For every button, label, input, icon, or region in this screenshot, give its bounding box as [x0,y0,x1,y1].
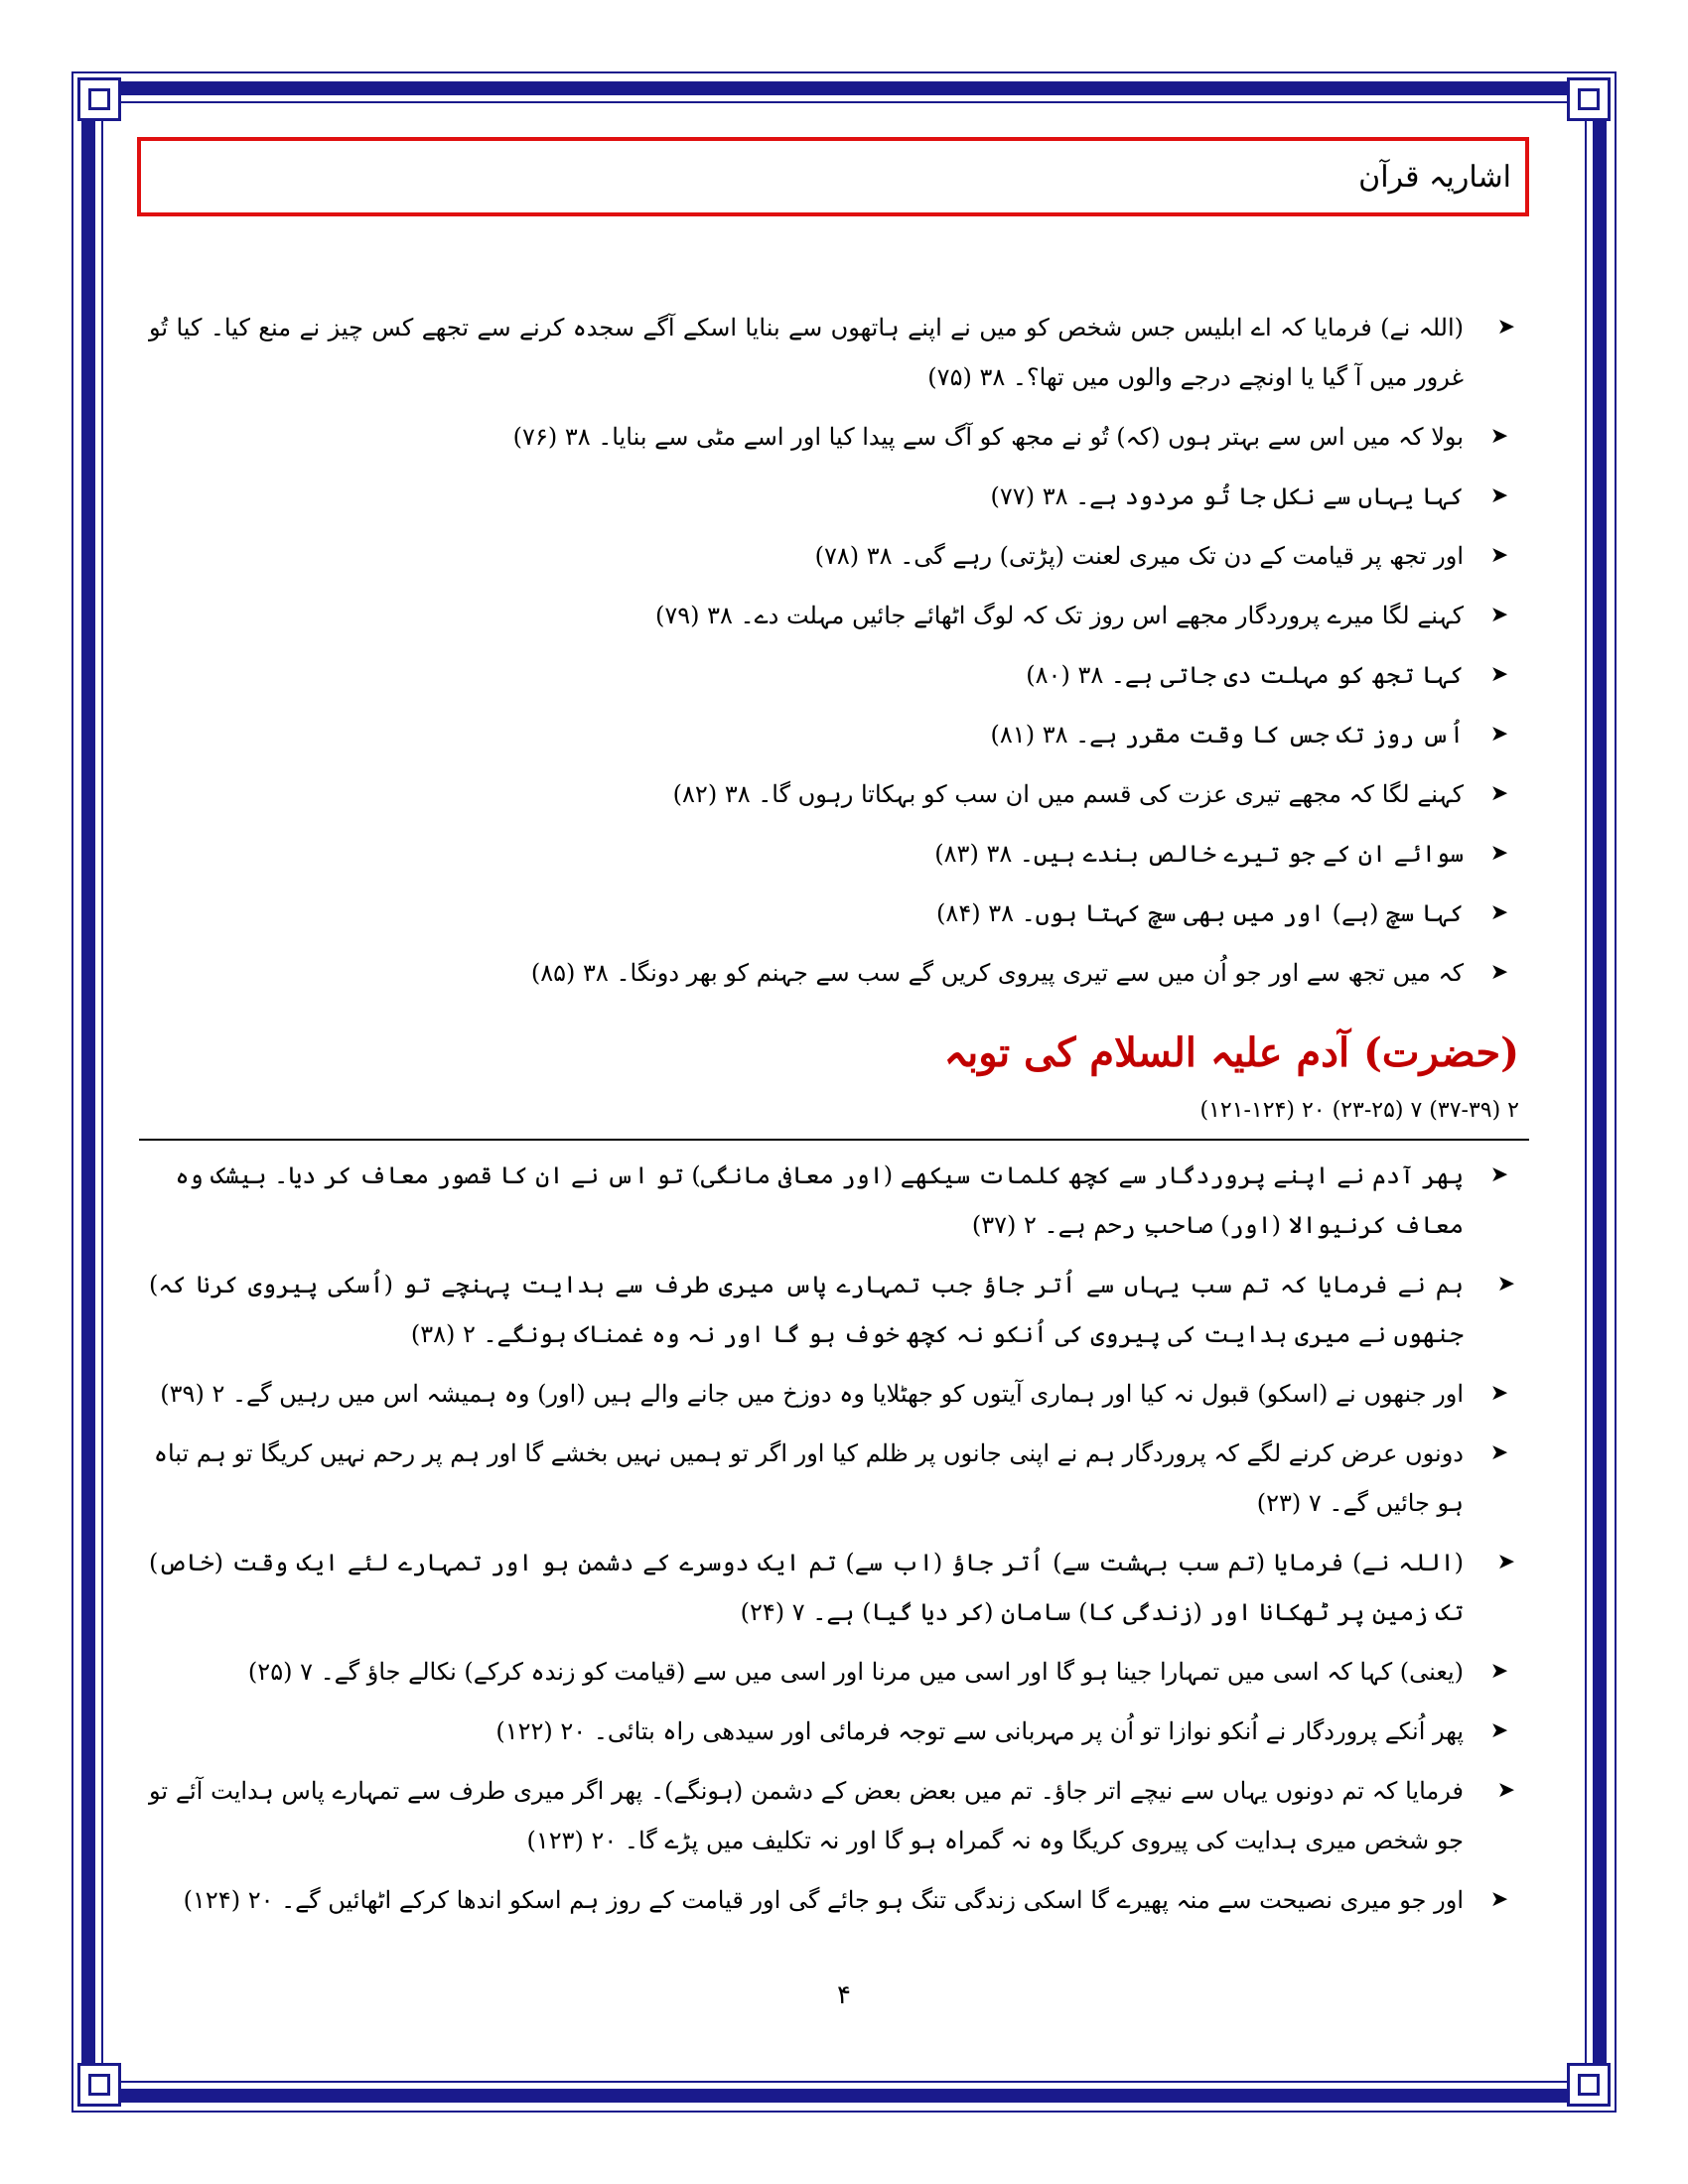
bullet-arrow-icon: ➤ [1489,1887,1509,1912]
bullet-arrow-icon: ➤ [1489,483,1509,508]
bullet-arrow-icon: ➤ [1489,900,1509,925]
bullet-arrow-icon: ➤ [1489,543,1509,568]
section-2-list [149,1151,1519,1925]
list-item [149,710,1519,759]
bullet-arrow-icon: ➤ [1489,960,1509,985]
list-item [149,1429,1519,1528]
bullet-arrow-icon: ➤ [1489,841,1509,866]
frame-corner-ornament [77,77,121,121]
main-content [149,303,1519,1935]
list-item [149,829,1519,879]
list-item [149,888,1519,938]
list-item-text: دونوں عرض کرنے لگے کہ پروردگار ہم نے اپنی جانوں پر ظلم کیا اور اگر تو ہمیں نہیں بخشے گا اور ہم پر رحم نہیں کریگا تو ہم تباہ ہو جائیں گے۔ ۷ (۲۳) [153,1439,1464,1517]
bullet-arrow-icon: ➤ [1496,315,1515,340]
list-item [149,1647,1519,1697]
section-1-list [149,303,1519,998]
list-item-text: ہم نے فرمایا کہ تم سب یہاں سے اُتر جاؤ جب تمہارے پاس میری طرف سے ہدایت پہنچے تو (اُسکی پیروی کرنا کہ) جنھوں نے میری ہدایت کی پیروی کی اُنکو نہ کچھ خوف ہو گا اور نہ وہ غمناک ہونگے۔ ۲ (۳۸) [149,1271,1464,1348]
list-item-text: فرمایا کہ تم دونوں یہاں سے نیچے اتر جاؤ۔ تم میں بعض بعض کے دشمن (ہونگے)۔ پھر اگر میری طرف سے تمہارے پاس ہدایت آئے تو جو شخص میری ہدایت کی پیروی کریگا وہ نہ گمراہ ہو گا اور نہ تکلیف میں پڑے گا۔ ۲۰ (۱۲۳) [149,1777,1464,1854]
list-item [149,1151,1519,1250]
header-title-box [137,137,1529,216]
page-title: اشاریہ قرآن [1358,159,1511,195]
bullet-arrow-icon: ➤ [1489,781,1509,806]
list-item [149,412,1519,462]
bullet-arrow-icon: ➤ [1489,1659,1509,1684]
bullet-arrow-icon: ➤ [1496,1778,1515,1803]
list-item-text: پھر اُنکے پروردگار نے اُنکو نوازا تو اُن پر مہربانی سے توجہ فرمائی اور سیدھی راہ بتائی۔ ۲۰ (۱۲۲) [495,1717,1464,1745]
list-item [149,1538,1519,1637]
list-item [149,1706,1519,1756]
list-item-text: کہنے لگا کہ مجھے تیری عزت کی قسم میں ان سب کو بہکاتا رہوں گا۔ ۳۸ (۸۲) [672,780,1464,808]
list-item [149,1875,1519,1925]
list-item-text: اور جو میری نصیحت سے منہ پھیرے گا اسکی زندگی تنگ ہو جائے گی اور قیامت کے روز ہم اسکو اندھا کرکے اٹھائیں گے۔ ۲۰ (۱۲۴) [183,1886,1464,1914]
list-item-text: پھر آدم نے اپنے پروردگار سے کچھ کلمات سیکھے (اور معافی مانگی) تو اس نے ان کا قصور معاف کر دیا۔ بیشک وہ معاف کرنیوالا (اور) صاحبِ رحم ہے۔ ۲ (۳۷) [175,1161,1464,1239]
page-number: ۴ [837,1980,851,2010]
list-item-text: (اللہ نے) فرمایا کہ اے ابلیس جس شخص کو میں نے اپنے ہاتھوں سے بنایا اسکے آگے سجدہ کرنے سے تجھے کس چیز نے منع کیا۔ کیا تُو غرور میں آ گیا یا اونچے درجے والوں میں تھا؟۔ ۳۸ (۷۵) [149,314,1464,391]
list-item-text: بولا کہ میں اس سے بہتر ہوں (کہ) تُو نے مجھ کو آگ سے پیدا کیا اور اسے مٹی سے بنایا۔ ۳۸ (۷۶) [512,423,1464,451]
list-item [149,303,1519,402]
bullet-arrow-icon: ➤ [1489,1162,1509,1187]
bullet-arrow-icon: ➤ [1489,603,1509,627]
section-references: ۲ (۳۷-۳۹) ۷ (۲۳-۲۵) ۲۰ (۱۲۱-۱۲۴) [1199,1098,1519,1123]
list-item-text: کہ میں تجھ سے اور جو اُن میں سے تیری پیروی کریں گے سب سے جہنم کو بھر دونگا۔ ۳۸ (۸۵) [530,959,1464,987]
bullet-arrow-icon: ➤ [1489,722,1509,747]
list-item [149,650,1519,700]
frame-corner-ornament [1567,2063,1611,2107]
frame-corner-ornament [77,2063,121,2107]
bullet-arrow-icon: ➤ [1489,1718,1509,1743]
list-item [149,1369,1519,1419]
list-item-text: سوائے ان کے جو تیرے خالص بندے ہیں۔ ۳۸ (۸۳) [934,840,1464,868]
bullet-arrow-icon: ➤ [1489,424,1509,449]
list-item [149,948,1519,998]
list-item-text: (اللہ نے) فرمایا (تم سب بہشت سے) اُتر جاؤ (اب سے) تم ایک دوسرے کے دشمن ہو اور تمہارے لئے ایک وقت (خاص) تک زمین پر ٹھکانا اور (زندگی کا) سامان (کر دیا گیا) ہے۔ ۷ (۲۴) [149,1549,1464,1626]
frame-corner-ornament [1567,77,1611,121]
list-item [149,531,1519,581]
list-item-text: اور تجھ پر قیامت کے دن تک میری لعنت (پڑتی) رہے گی۔ ۳۸ (۷۸) [814,542,1464,570]
list-item-text: کہا یہاں سے نکل جا تُو مردود ہے۔ ۳۸ (۷۷) [990,482,1464,510]
list-item [149,1766,1519,1865]
list-item-text: اُس روز تک جس کا وقت مقرر ہے۔ ۳۸ (۸۱) [990,721,1464,749]
list-item-text: کہا سچ (ہے) اور میں بھی سچ کہتا ہوں۔ ۳۸ (۸۴) [936,899,1464,927]
bullet-arrow-icon: ➤ [1496,1550,1515,1574]
list-item-text: کہنے لگا میرے پروردگار مجھے اس روز تک کہ لوگ اٹھائے جائیں مہلت دے۔ ۳۸ (۷۹) [654,602,1464,629]
bullet-arrow-icon: ➤ [1489,662,1509,687]
section-divider [139,1139,1529,1141]
list-item-text: اور جنھوں نے (اسکو) قبول نہ کیا اور ہماری آیتوں کو جھٹلایا وہ دوزخ میں جانے والے ہیں (اور) وہ ہمیشہ اس میں رہیں گے۔ ۲ (۳۹) [160,1380,1464,1408]
list-item [149,769,1519,819]
list-item-text: (یعنی) کہا کہ اسی میں تمہارا جینا ہو گا اور اسی میں مرنا اور اسی میں سے (قیامت کو زندہ کرکے) نکالے جاؤ گے۔ ۷ (۲۵) [247,1658,1464,1686]
list-item [149,1260,1519,1359]
bullet-arrow-icon: ➤ [1489,1381,1509,1406]
list-item [149,591,1519,640]
bullet-arrow-icon: ➤ [1489,1440,1509,1465]
list-item [149,472,1519,521]
bullet-arrow-icon: ➤ [1496,1272,1515,1297]
section-heading: (حضرت) آدم علیہ السلام کی توبہ [943,1029,1519,1076]
list-item-text: کہا تجھ کو مہلت دی جاتی ہے۔ ۳۸ (۸۰) [1026,661,1464,689]
